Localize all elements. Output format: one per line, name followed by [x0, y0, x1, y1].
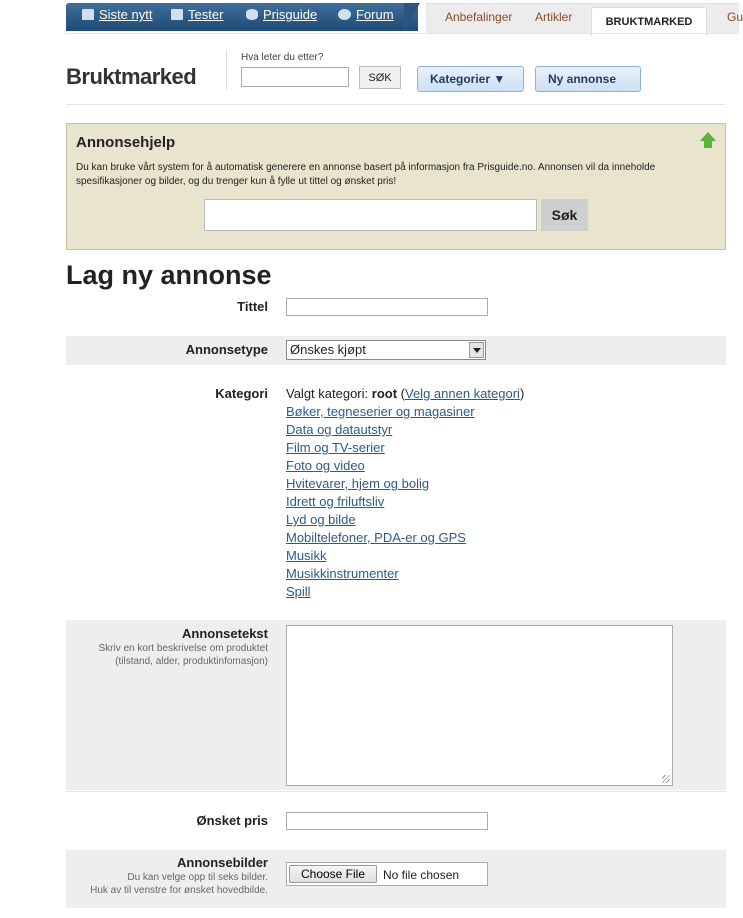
category-link-data[interactable]: Data og datautstyr [286, 422, 393, 437]
grid-icon [171, 9, 183, 20]
category-link-musikkinstrumenter[interactable]: Musikkinstrumenter [286, 566, 399, 581]
help-title: Annonsehjelp [76, 134, 176, 151]
resize-grip-icon[interactable] [662, 775, 670, 783]
category-link-lyd[interactable]: Lyd og bilde [286, 512, 356, 527]
category-link-mobil[interactable]: Mobiltelefoner, PDA-er og GPS [286, 530, 466, 545]
nav-siste-nytt[interactable] [82, 7, 152, 22]
help-text: Du kan bruke vårt system for å automatisk generere en annonse basert på informasjon fra Prisguide.no. Annonsen vil da inneholde spesifikasjoner og bilder, og du trenger kun å fylle ut tittel og ønsket pris! [76, 162, 656, 187]
price-label: Ønsket pris [196, 813, 268, 828]
change-category-link[interactable]: Velg annen kategori [405, 386, 520, 401]
search-label: Hva leter du etter? [241, 52, 324, 63]
nav-slant [404, 3, 420, 31]
category-prefix: Valgt kategori: [286, 386, 372, 401]
help-search-button[interactable]: Søk [541, 199, 588, 231]
file-picker[interactable] [286, 862, 488, 886]
category-link-boker[interactable]: Bøker, tegneserier og magasiner [286, 404, 475, 419]
category-paren-open: ( [397, 386, 405, 401]
selected-category [286, 386, 524, 401]
title-input[interactable] [286, 298, 488, 316]
brand-title: Bruktmarked [66, 64, 197, 89]
images-label: Annonsebilder [176, 855, 268, 870]
ad-help-box [66, 123, 726, 250]
tab-artikler[interactable]: Artikler [535, 10, 573, 24]
new-ad-button[interactable]: Ny annonse [535, 66, 641, 92]
search-input[interactable] [241, 67, 349, 87]
categories-button[interactable]: Kategorier ▼ [417, 66, 524, 92]
ad-type-value: Ønskes kjøpt [290, 342, 366, 357]
category-link-foto[interactable]: Foto og video [286, 458, 365, 473]
tab-anbefalinger[interactable]: Anbefalinger [445, 10, 513, 24]
ad-text-hint-2: (tilstand, alder, produktinfomasjon) [115, 656, 268, 667]
ad-type-select[interactable] [286, 340, 486, 360]
file-status: No file chosen [383, 868, 460, 882]
nav-label: Prisguide [263, 7, 318, 22]
tab-gu[interactable]: Gu [727, 10, 743, 24]
page-title: Lag ny annonse [66, 260, 272, 290]
nav-tester[interactable] [171, 7, 223, 22]
nav-label: Siste nytt [99, 7, 153, 22]
nav-label: Forum [356, 7, 394, 22]
ad-text-input[interactable] [286, 625, 673, 786]
category-paren-close: ) [519, 386, 525, 401]
ad-type-label: Annonsetype [185, 342, 268, 357]
category-link-spill[interactable]: Spill [286, 584, 311, 599]
nav-forum[interactable] [338, 7, 394, 22]
nav-prisguide[interactable] [246, 7, 317, 22]
tab-bruktmarked[interactable]: BRUKTMARKED [591, 7, 707, 36]
title-label: Tittel [237, 299, 268, 314]
category-link-idrett[interactable]: Idrett og friluftsliv [286, 494, 385, 509]
header-divider-line [66, 104, 726, 105]
chat-bubble-icon [338, 9, 351, 20]
images-hint-1: Du kan velge opp til seks bilder. [127, 872, 268, 883]
nav-divider [66, 33, 739, 34]
category-link-hvitevarer[interactable]: Hvitevarer, hjem og bolig [286, 476, 430, 491]
chevron-down-icon[interactable] [469, 342, 484, 358]
help-search-input[interactable] [204, 199, 537, 231]
database-icon [246, 9, 258, 20]
category-selected-value: root [371, 386, 398, 401]
category-link-film[interactable]: Film og TV-serier [286, 440, 385, 455]
header-divider [226, 50, 227, 90]
ad-text-hint-1: Skriv en kort beskrivelse om produktet [98, 643, 268, 654]
search-button[interactable]: SØK [359, 66, 401, 89]
category-link-musikk[interactable]: Musikk [286, 548, 327, 563]
category-label: Kategori [215, 386, 268, 401]
price-input[interactable] [286, 812, 488, 830]
row-divider [66, 791, 726, 792]
nav-label: Tester [188, 7, 224, 22]
images-hint-2: Huk av til venstre for ønsket hovedbilde. [90, 885, 268, 896]
collapse-arrow-stem[interactable] [704, 141, 712, 148]
newspaper-icon [82, 9, 94, 20]
choose-file-button[interactable]: Choose File [289, 865, 377, 883]
ad-text-label: Annonsetekst [182, 626, 268, 641]
collapse-arrow-icon[interactable] [700, 132, 716, 141]
